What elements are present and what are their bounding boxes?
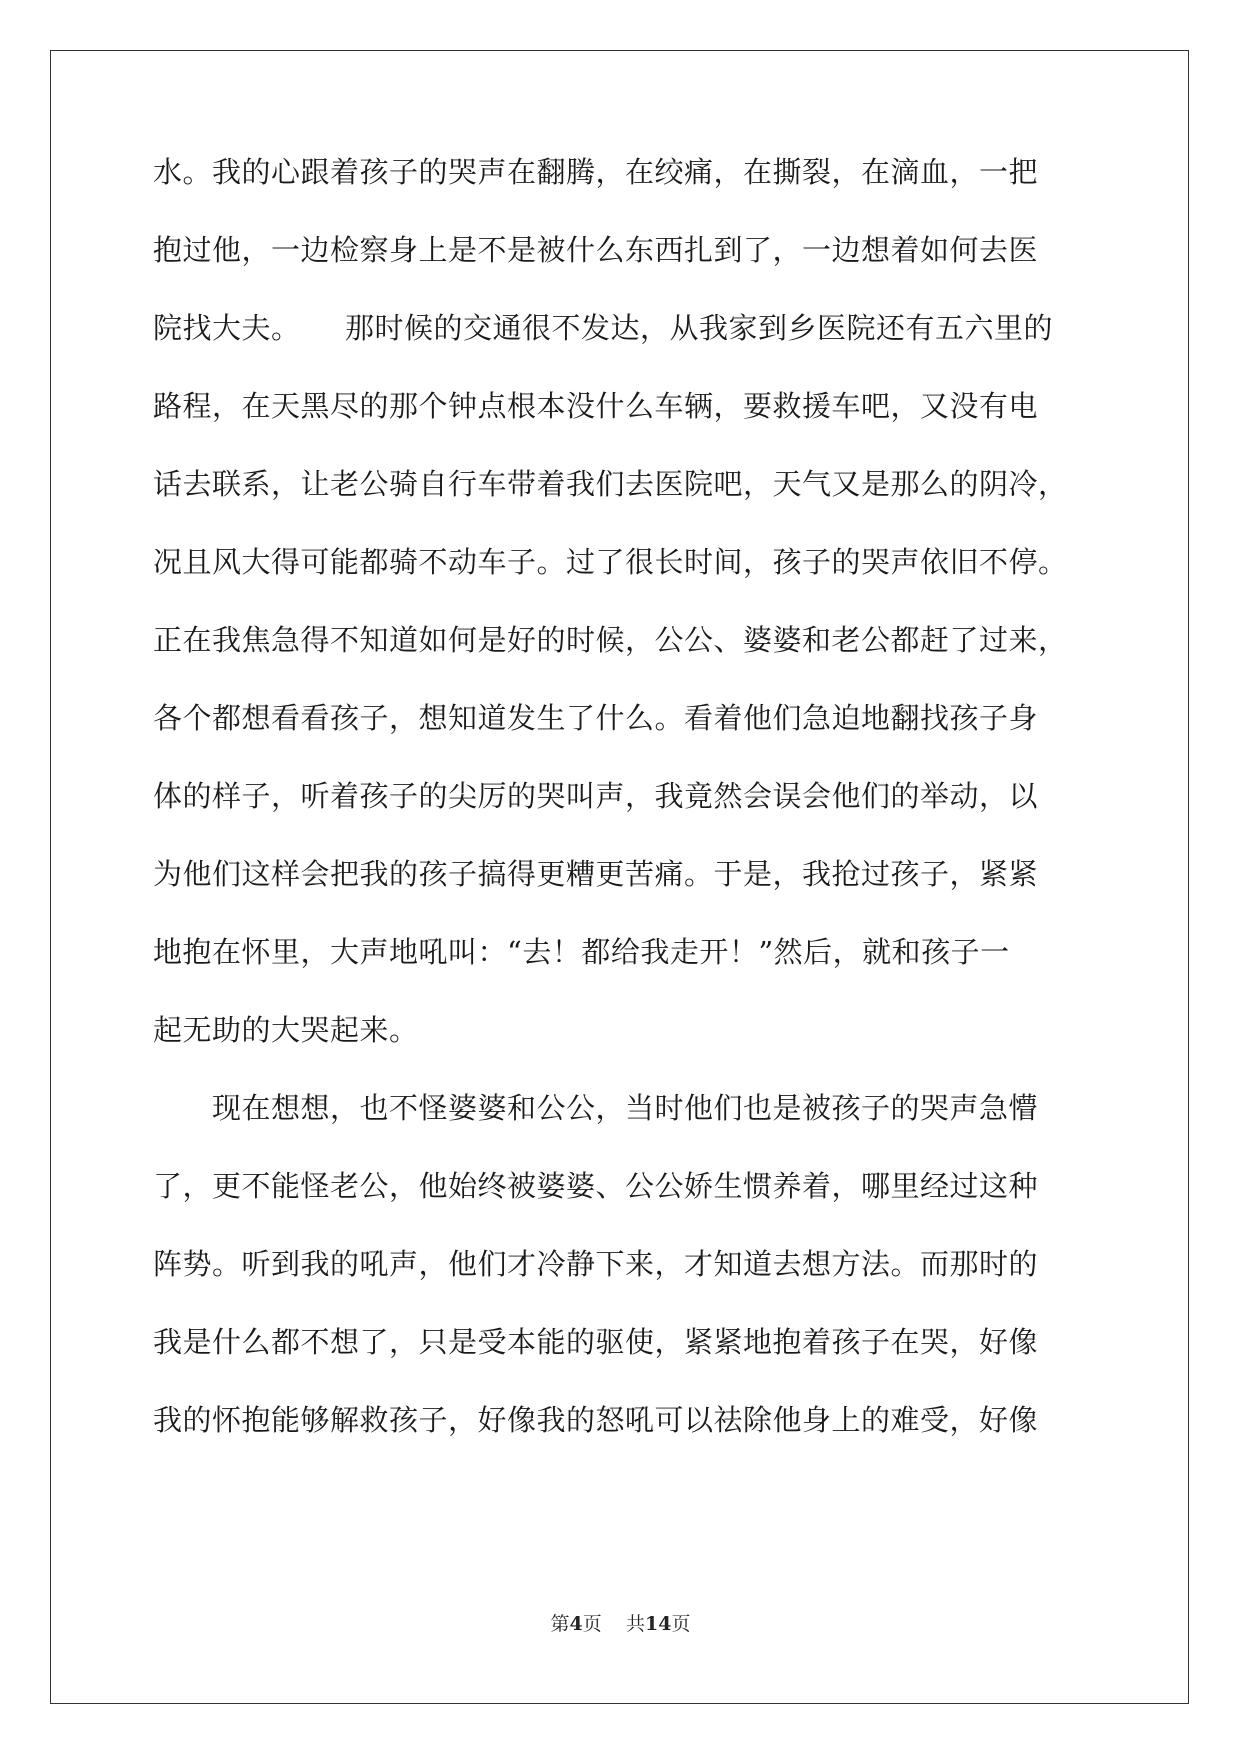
footer-page-prefix: 第 — [550, 1613, 570, 1635]
page-footer — [0, 1612, 1241, 1636]
body-text-line: 了，更不能怪老公，他始终被婆婆、公公娇生惯养着，哪里经过这种 — [153, 1169, 1039, 1203]
footer-page-number: 4 — [569, 1613, 583, 1635]
body-text-line: 院找大夫。 那时候的交通很不发达，从我家到乡医院还有五六里的 — [153, 311, 1054, 345]
body-text-line: 阵势。听到我的吼声，他们才冷静下来，才知道去想方法。而那时的 — [153, 1247, 1039, 1281]
body-text-line: 体的样子，听着孩子的尖厉的哭叫声，我竟然会误会他们的举动，以 — [153, 779, 1039, 813]
footer-total-prefix: 共 — [625, 1613, 645, 1635]
body-text-line: 路程，在天黑尽的那个钟点根本没什么车辆，要救援车吧，又没有电 — [153, 389, 1039, 423]
footer-total-pages: 14 — [644, 1613, 672, 1635]
footer-total-suffix: 页 — [671, 1613, 691, 1635]
body-text-line: 我的怀抱能够解救孩子，好像我的怒吼可以祛除他身上的难受，好像 — [153, 1403, 1039, 1437]
body-text-line: 水。我的心跟着孩子的哭声在翻腾，在绞痛，在撕裂，在滴血，一把 — [153, 155, 1039, 189]
body-text-line: 抱过他，一边检察身上是不是被什么东西扎到了，一边想着如何去医 — [153, 233, 1039, 267]
body-text-line: 话去联系，让老公骑自行车带着我们去医院吧，天气又是那么的阴冷， — [153, 467, 1068, 501]
body-text-line: 各个都想看看孩子，想知道发生了什么。看着他们急迫地翻找孩子身 — [153, 701, 1039, 735]
body-text-line: 为他们这样会把我的孩子搞得更糟更苦痛。于是，我抢过孩子，紧紧 — [153, 857, 1039, 891]
footer-page-suffix: 页 — [582, 1613, 602, 1635]
body-text-line: 起无助的大哭起来。 — [153, 1013, 419, 1047]
body-text-line: 地抱在怀里，大声地吼叫：“去！都给我走开！”然后，就和孩子一 — [153, 935, 1010, 969]
body-text-line: 现在想想，也不怪婆婆和公公，当时他们也是被孩子的哭声急懵 — [153, 1091, 1039, 1125]
body-text-line: 正在我焦急得不知道如何是好的时候，公公、婆婆和老公都赶了过来， — [153, 623, 1068, 657]
body-text-line: 我是什么都不想了，只是受本能的驱使，紧紧地抱着孩子在哭，好像 — [153, 1325, 1039, 1359]
body-text-line: 况且风大得可能都骑不动车子。过了很长时间，孩子的哭声依旧不停。 — [153, 545, 1068, 579]
